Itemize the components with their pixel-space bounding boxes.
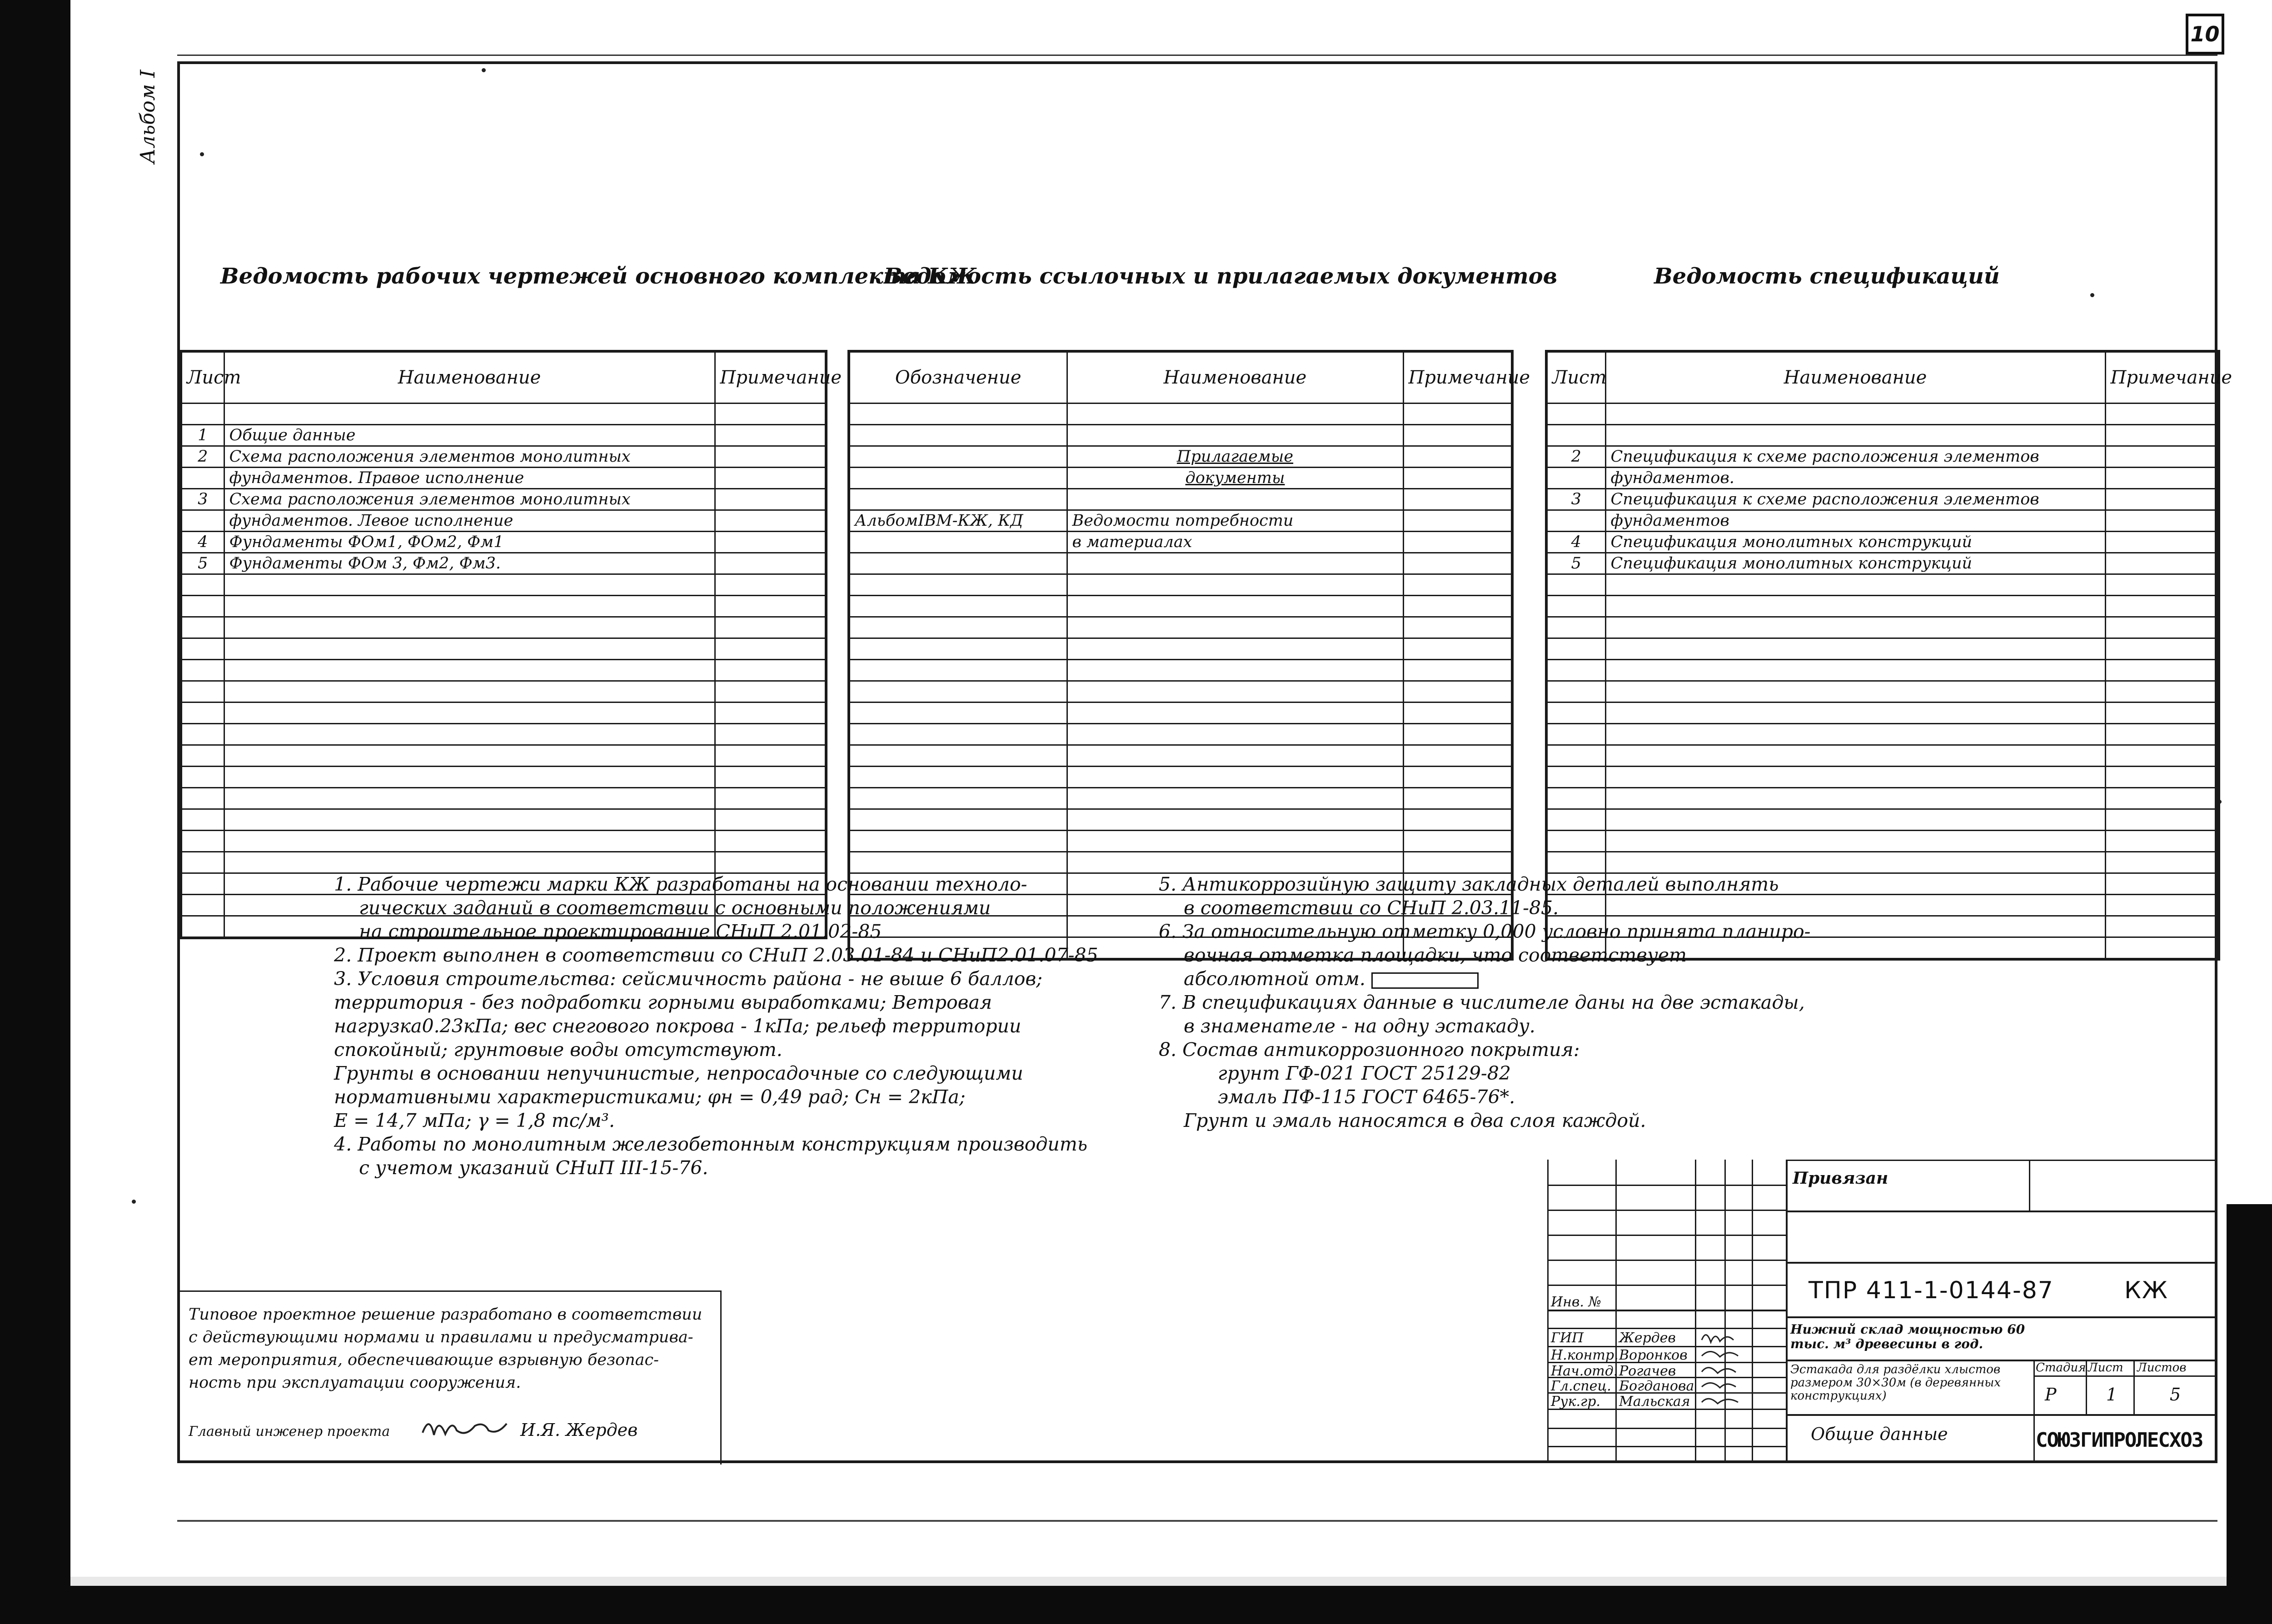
table-row [181, 446, 826, 468]
table-row [181, 767, 826, 788]
col-header-designation: Обозначение [849, 351, 1067, 404]
sheets-header: Листов [2137, 1361, 2187, 1375]
note-line: 7. В спецификациях данные в числителе даны на две эстакады, [1159, 991, 1805, 1013]
note-line: гических заданий в соответствии с основными положениями [359, 897, 991, 919]
row-name: документы [1067, 468, 1403, 489]
row-name [1067, 489, 1403, 510]
sheet-title: Общие данные [1811, 1424, 1948, 1444]
row-note [1403, 468, 1512, 489]
row-name [1605, 404, 2105, 425]
role-label: Н.контр. [1551, 1347, 1619, 1363]
table-row [849, 702, 1512, 724]
organization-name: СОЮЗГИПРОЛЕСХОЗ [2036, 1429, 2203, 1452]
row-name: Ведомости потребности [1067, 510, 1403, 532]
table-row [181, 468, 826, 489]
sheet-header: Лист [2088, 1361, 2123, 1375]
note-line: ность при эксплуатации сооружения. [189, 1374, 521, 1392]
table-row [849, 788, 1512, 809]
table-row [849, 574, 1512, 596]
row-note [2105, 468, 2219, 489]
note-line: Грунты в основании непучинистые, непросадочные со следующими [334, 1062, 1023, 1084]
row-name: фундаментов. [1605, 468, 2105, 489]
row-note [715, 553, 826, 574]
note-line: 5. Антикоррозийную защиту закладных деталей выполнять [1159, 873, 1779, 895]
row-name: Спецификация к схеме расположения элементов [1605, 489, 2105, 510]
table-row [181, 660, 826, 681]
row-note [2105, 404, 2219, 425]
row-note [715, 489, 826, 510]
sheet-number: 10 [2186, 14, 2224, 55]
chief-engineer-signature [420, 1412, 511, 1444]
note-line: абсолютной отм. [1184, 968, 1365, 990]
note-line: Грунт и эмаль наносятся в два слоя каждой. [1184, 1110, 1646, 1131]
table-row [181, 553, 826, 574]
table-row [181, 724, 826, 745]
person-name: Богданова [1619, 1378, 1694, 1394]
note-line: вочная отметка площадки, что соответствует [1184, 944, 1687, 966]
table-row [849, 510, 1512, 532]
table-row [1546, 468, 2219, 489]
row-name: Прилагаемые [1067, 446, 1403, 468]
row-note [1403, 489, 1512, 510]
note-line: 3. Условия строительства: сейсмичность района - не выше 6 баллов; [334, 968, 1043, 990]
table-row [1546, 574, 2219, 596]
album-label: Альбом I [136, 70, 159, 164]
general-notes-left [334, 872, 1098, 1180]
row-note [2105, 489, 2219, 510]
attached-label: Привязан [1793, 1169, 1888, 1188]
table-row [1546, 532, 2219, 553]
heading-drawings: Ведомость рабочих чертежей основного комплекта КЖ [220, 264, 977, 289]
scan-speck [482, 68, 486, 72]
row-sheet: 3 [181, 489, 224, 510]
note-line: спокойный; грунтовые воды отсутствуют. [334, 1039, 782, 1061]
row-designation: АльбомIВМ-КЖ, КД [849, 510, 1067, 532]
row-note [2105, 553, 2219, 574]
scan-speck [200, 152, 204, 156]
table-row [181, 489, 826, 510]
table-row [1546, 681, 2219, 702]
table-row [181, 788, 826, 809]
table-row [1546, 510, 2219, 532]
note-line: 8. Состав антикоррозионного покрытия: [1159, 1039, 1580, 1061]
row-name: фундаментов. Левое исполнение [224, 510, 715, 532]
table-row [1546, 852, 2219, 873]
table-row [1546, 702, 2219, 724]
heading-specifications: Ведомость спецификаций [1654, 264, 2000, 289]
row-designation [849, 425, 1067, 446]
role-label: Нач.отд. [1551, 1363, 1618, 1379]
row-sheet: 4 [1546, 532, 1605, 553]
heading-documents: Ведомость ссылочных и прилагаемых документов [884, 264, 1558, 289]
absolute-elevation-box [1371, 972, 1479, 989]
col-header-name: Наименование [1067, 351, 1403, 404]
bottom-trim-line [177, 1520, 2217, 1522]
row-sheet: 3 [1546, 489, 1605, 510]
scan-speck [132, 1200, 136, 1204]
note-line: нормативными характеристиками; φн = 0,49 рад; Сн = 2кПа; [334, 1086, 966, 1108]
table-row [1546, 831, 2219, 852]
note-line: на строительное проектирование СНиП 2.01.02-85 [359, 921, 882, 942]
building-name: Эстакада для раздёлки хлыстов размером 30×30м (в деревянных конструкциях) [1790, 1363, 2001, 1403]
row-note [2105, 532, 2219, 553]
note-line: в знаменателе - на одну эстакаду. [1184, 1015, 1535, 1037]
sheets-value: 5 [2170, 1385, 2181, 1405]
row-name: Схема расположения элементов монолитных [224, 446, 715, 468]
table-row [181, 596, 826, 617]
row-name: фундаментов. Правое исполнение [224, 468, 715, 489]
table-row [849, 617, 1512, 638]
table-row [849, 767, 1512, 788]
scan-border-right [2227, 1204, 2272, 1590]
row-sheet [181, 510, 224, 532]
row-sheet: 1 [181, 425, 224, 446]
row-name: Фундаменты ФОм1, ФОм2, Фм1 [224, 532, 715, 553]
table-row [181, 745, 826, 767]
role-label: Рук.гр. [1551, 1394, 1600, 1410]
scan-speck [2090, 293, 2094, 297]
table-row [849, 404, 1512, 425]
col-header-name: Наименование [224, 351, 715, 404]
table-row [1546, 617, 2219, 638]
row-note [715, 468, 826, 489]
table-row [849, 809, 1512, 831]
col-header-note: Примечание [1403, 351, 1512, 404]
row-name: фундаментов [1605, 510, 2105, 532]
table-row [1546, 638, 2219, 660]
table-row [849, 553, 1512, 574]
row-name: в материалах [1067, 532, 1403, 553]
document-code: ТПР 411-1-0144-87 [1809, 1277, 2054, 1304]
table-row [181, 510, 826, 532]
table-row [181, 617, 826, 638]
row-note [2105, 446, 2219, 468]
person-name: Рогачев [1619, 1363, 1676, 1379]
col-header-sheet: Лист [1546, 351, 1605, 404]
row-note [1403, 425, 1512, 446]
table-row [849, 532, 1512, 553]
row-name: Спецификация монолитных конструкций [1605, 553, 2105, 574]
table-row [849, 724, 1512, 745]
signatures [1699, 1329, 1781, 1410]
scan-border-bottom [0, 1586, 2272, 1624]
row-designation [849, 446, 1067, 468]
col-header-sheet: Лист [181, 351, 224, 404]
table-row [849, 852, 1512, 873]
person-name: Мальская [1619, 1394, 1690, 1410]
row-sheet [181, 468, 224, 489]
table-row [849, 638, 1512, 660]
row-name [1067, 425, 1403, 446]
table-row [1546, 596, 2219, 617]
table-row [849, 446, 1512, 468]
row-name: Спецификация к схеме расположения элементов [1605, 446, 2105, 468]
row-note [1403, 532, 1512, 553]
table-row [181, 425, 826, 446]
row-sheet [1546, 404, 1605, 425]
row-sheet: 5 [1546, 553, 1605, 574]
person-name: Жердев [1619, 1330, 1676, 1346]
row-note [2105, 510, 2219, 532]
table-row [181, 702, 826, 724]
table-row [181, 681, 826, 702]
inventory-number-label: Инв. № [1551, 1294, 1601, 1310]
paper-edge [70, 1577, 2233, 1586]
stage-value: Р [2045, 1385, 2057, 1405]
object-name: Нижний склад мощностью 60 тыс. м³ древесины в год. [1790, 1322, 2025, 1351]
row-sheet: 5 [181, 553, 224, 574]
person-name: Воронков [1619, 1347, 1688, 1363]
note-line: территория - без подработки горными выработками; Ветровая [334, 991, 992, 1013]
col-header-note: Примечание [715, 351, 826, 404]
table-row [1546, 788, 2219, 809]
note-line: ет мероприятия, обеспечивающие взрывную безопас- [189, 1351, 659, 1369]
note-line: грунт ГФ-021 ГОСТ 25129-82 [1218, 1062, 1511, 1084]
note-line: 6. За относительную отметку 0,000 условно принята планиро- [1159, 921, 1811, 942]
note-line: 1. Рабочие чертежи марки КЖ разработаны на основании техноло- [334, 873, 1027, 895]
drawings-table [179, 350, 842, 939]
table-row [181, 532, 826, 553]
table-row [1546, 446, 2219, 468]
table-row [849, 831, 1512, 852]
table-row [849, 596, 1512, 617]
stage-header: Стадия [2036, 1361, 2086, 1375]
sheet-value: 1 [2106, 1385, 2118, 1405]
chief-engineer-label: Главный инженер проекта [189, 1424, 390, 1440]
row-name: Спецификация монолитных конструкций [1605, 532, 2105, 553]
table-row [181, 809, 826, 831]
table-row [181, 852, 826, 873]
table-row [1546, 767, 2219, 788]
row-note [1403, 446, 1512, 468]
note-line: 4. Работы по монолитным железобетонным конструкциям производить [334, 1133, 1088, 1155]
table-row [849, 425, 1512, 446]
general-notes-right [1159, 872, 1811, 1132]
table-row [1546, 489, 2219, 510]
note-line: эмаль ПФ-115 ГОСТ 6465-76*. [1218, 1086, 1515, 1108]
row-note [715, 425, 826, 446]
top-trim-line [177, 55, 2217, 56]
row-note [715, 532, 826, 553]
note-line: нагрузка0.23кПа; вес снегового покрова - 1кПа; рельеф территории [334, 1015, 1021, 1037]
row-note [715, 446, 826, 468]
role-label: Гл.спец. [1551, 1378, 1611, 1394]
row-sheet: 2 [1546, 446, 1605, 468]
table-row [1546, 809, 2219, 831]
row-sheet [1546, 468, 1605, 489]
row-designation [849, 489, 1067, 510]
table-row [1546, 553, 2219, 574]
note-line: с действующими нормами и правилами и предусматрива- [189, 1328, 693, 1346]
table-row [1546, 404, 2219, 425]
chief-engineer-name: И.Я. Жердев [520, 1420, 638, 1440]
table-row [849, 489, 1512, 510]
note-line: 2. Проект выполнен в соответствии со СНиП 2.03.01-84 и СНиП2.01.07-85 [334, 944, 1098, 966]
typical-note-text [189, 1303, 702, 1394]
col-header-name: Наименование [1605, 351, 2105, 404]
table-row [849, 660, 1512, 681]
note-line: с учетом указаний СНиП III-15-76. [359, 1157, 708, 1179]
note-line: Е = 14,7 мПа; γ = 1,8 тс/м³. [334, 1110, 615, 1131]
typical-design-note [179, 1290, 722, 1465]
table-row [181, 638, 826, 660]
table-row [1546, 425, 2219, 446]
table-row [849, 745, 1512, 767]
role-label: ГИП [1551, 1330, 1584, 1346]
row-name: Общие данные [224, 425, 715, 446]
row-sheet: 2 [181, 446, 224, 468]
note-line [1159, 967, 1811, 991]
document-mark: КЖ [2124, 1277, 2168, 1304]
table-row [849, 681, 1512, 702]
table-row [181, 574, 826, 596]
note-line: Типовое проектное решение разработано в соответствии [189, 1305, 703, 1324]
table-row [1546, 724, 2219, 745]
scan-border-left [0, 0, 70, 1624]
row-sheet: 4 [181, 532, 224, 553]
documents-table [847, 350, 1530, 961]
row-designation [849, 468, 1067, 489]
table-row [1546, 660, 2219, 681]
table-row [181, 404, 826, 425]
row-note [715, 510, 826, 532]
title-block [1547, 1160, 2217, 1463]
row-note [1403, 510, 1512, 532]
specifications-table [1545, 350, 2232, 961]
table-row [849, 468, 1512, 489]
note-line: в соответствии со СНиП 2.03.11-85. [1184, 897, 1559, 919]
col-header-note: Примечание [2105, 351, 2219, 404]
row-designation [849, 532, 1067, 553]
table-row [181, 831, 826, 852]
row-name: Фундаменты ФОм 3, Фм2, Фм3. [224, 553, 715, 574]
row-name: Схема расположения элементов монолитных [224, 489, 715, 510]
row-sheet [1546, 510, 1605, 532]
table-row [1546, 745, 2219, 767]
